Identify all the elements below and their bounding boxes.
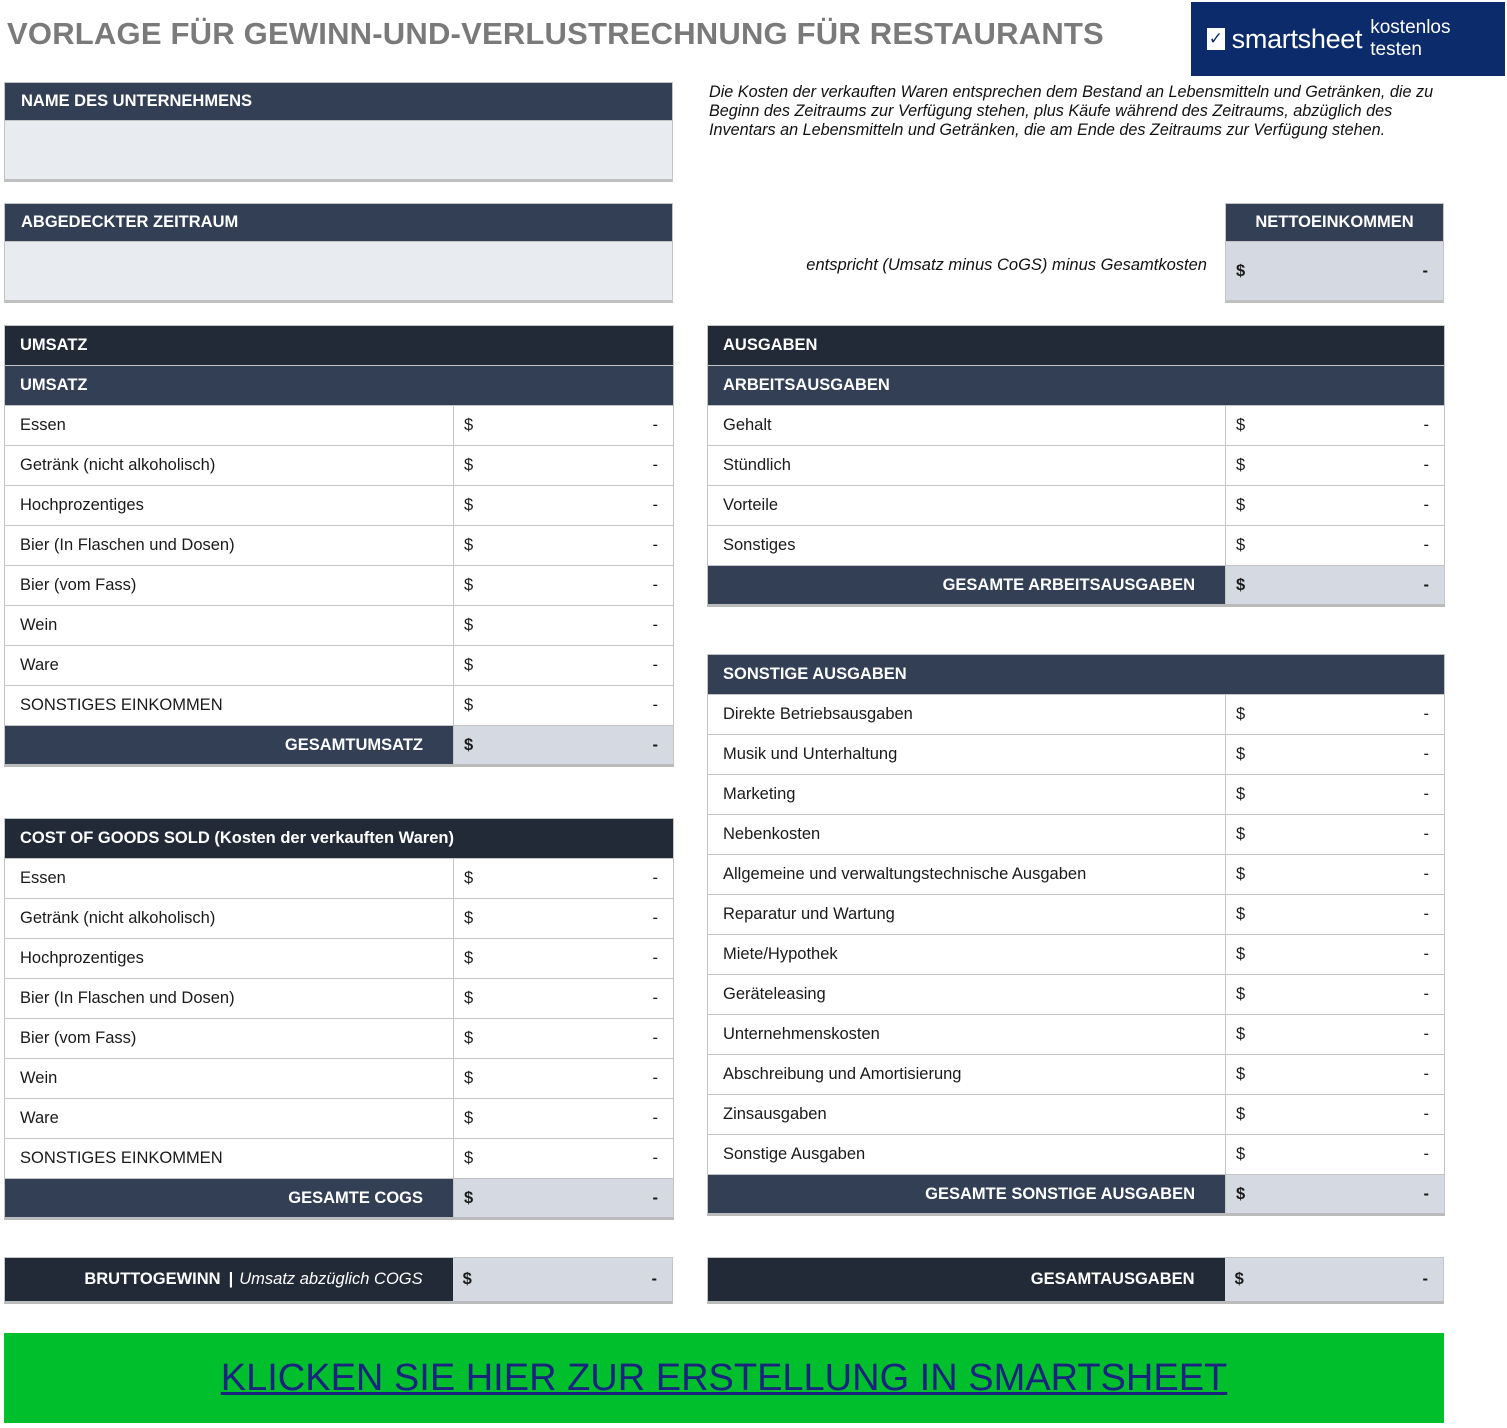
row-label: Wein xyxy=(5,606,454,646)
row-label: Bier (vom Fass) xyxy=(5,1019,454,1059)
amount-input[interactable] xyxy=(1226,486,1445,526)
row-label: Geräteleasing xyxy=(708,975,1226,1015)
row-label: Marketing xyxy=(708,775,1226,815)
currency-symbol: $ xyxy=(1236,1065,1246,1083)
currency-symbol: $ xyxy=(464,949,474,967)
amount-input[interactable] xyxy=(454,899,674,939)
amount: - xyxy=(1423,905,1430,923)
amount: - xyxy=(1423,825,1430,843)
net-income-label: NETTOEINKOMMEN xyxy=(1225,203,1444,242)
table-row xyxy=(5,606,674,646)
currency-symbol: $ xyxy=(1236,536,1246,554)
net-income-note: entspricht (Umsatz minus CoGS) minus Gesamtkosten xyxy=(806,256,1207,274)
amount: - xyxy=(1423,496,1429,514)
table-row xyxy=(708,815,1445,855)
amount: - xyxy=(1423,945,1430,963)
amount: - xyxy=(1422,1270,1428,1288)
currency-symbol: $ xyxy=(464,909,474,927)
row-label: SONSTIGES EINKOMMEN xyxy=(5,1139,454,1179)
other-total-label: GESAMTE SONSTIGE AUSGABEN xyxy=(708,1175,1226,1215)
currency-symbol: $ xyxy=(464,656,474,674)
grand-total-label: GESAMTAUSGABEN xyxy=(708,1258,1225,1301)
amount: - xyxy=(1423,985,1430,1003)
revenue-header: UMSATZ xyxy=(5,326,674,366)
currency-symbol: $ xyxy=(1236,261,1246,280)
amount: - xyxy=(1423,575,1429,594)
currency-symbol: $ xyxy=(1236,1145,1246,1163)
currency-symbol: $ xyxy=(464,1029,474,1047)
amount: - xyxy=(1423,1145,1430,1163)
currency-symbol: $ xyxy=(1236,496,1246,514)
amount-input[interactable] xyxy=(454,1139,674,1179)
table-row xyxy=(708,1095,1445,1135)
currency-symbol: $ xyxy=(464,696,474,714)
amount-input[interactable] xyxy=(1226,1095,1445,1135)
row-label: Ware xyxy=(5,1099,454,1139)
currency-symbol: $ xyxy=(464,536,474,554)
row-label: Direkte Betriebsausgaben xyxy=(708,695,1226,735)
currency-symbol: $ xyxy=(464,456,474,474)
amount-input[interactable] xyxy=(454,606,674,646)
cogs-table xyxy=(4,818,674,1220)
amount: - xyxy=(652,1029,659,1047)
amount-input[interactable] xyxy=(1226,815,1445,855)
table-row xyxy=(5,979,674,1019)
row-label: Sonstige Ausgaben xyxy=(708,1135,1226,1175)
amount: - xyxy=(1423,456,1429,474)
amount: - xyxy=(1423,1105,1430,1123)
currency-symbol: $ xyxy=(464,496,474,514)
amount-input[interactable] xyxy=(1226,895,1445,935)
expenses-header: AUSGABEN xyxy=(708,326,1445,366)
currency-symbol: $ xyxy=(1236,1105,1246,1123)
currency-symbol: $ xyxy=(464,1109,474,1127)
currency-symbol: $ xyxy=(1236,456,1246,474)
company-label: NAME DES UNTERNEHMENS xyxy=(4,82,673,121)
amount-input[interactable] xyxy=(454,979,674,1019)
row-label: Hochprozentiges xyxy=(5,939,454,979)
amount: - xyxy=(1422,261,1428,280)
currency-symbol: $ xyxy=(464,1188,474,1207)
labor-total-label: GESAMTE ARBEITSAUSGABEN xyxy=(708,566,1226,606)
amount: - xyxy=(1423,785,1430,803)
table-row xyxy=(708,406,1445,446)
amount: - xyxy=(652,735,659,754)
table-row xyxy=(708,1055,1445,1095)
other-header: SONSTIGE AUSGABEN xyxy=(708,655,1445,695)
amount-input[interactable] xyxy=(1226,735,1445,775)
amount: - xyxy=(652,576,659,594)
revenue-total-label: GESAMTUMSATZ xyxy=(5,726,454,766)
row-label: Allgemeine und verwaltungstechnische Ausgaben xyxy=(708,855,1226,895)
amount: - xyxy=(1423,865,1430,883)
currency-symbol: $ xyxy=(1236,705,1246,723)
row-label: Abschreibung und Amortisierung xyxy=(708,1055,1226,1095)
table-row xyxy=(5,486,674,526)
amount-input[interactable] xyxy=(1226,446,1445,486)
grand-total-row xyxy=(707,1257,1444,1304)
currency-symbol: $ xyxy=(462,1270,472,1288)
amount-input[interactable] xyxy=(1226,1135,1445,1175)
currency-symbol: $ xyxy=(1236,745,1246,763)
amount: - xyxy=(652,1069,659,1087)
labor-total-value xyxy=(1226,566,1445,606)
row-label: Getränk (nicht alkoholisch) xyxy=(5,446,454,486)
table-row xyxy=(5,1139,674,1179)
checkmark-icon: ✓ xyxy=(1208,29,1223,48)
revenue-subheader: UMSATZ xyxy=(5,366,674,406)
table-row xyxy=(708,526,1445,566)
amount-input[interactable] xyxy=(1226,406,1445,446)
amount-input[interactable] xyxy=(454,486,674,526)
amount: - xyxy=(652,696,659,714)
amount: - xyxy=(652,909,659,927)
table-row xyxy=(708,735,1445,775)
amount: - xyxy=(652,949,659,967)
amount: - xyxy=(1423,745,1430,763)
amount: - xyxy=(652,416,659,434)
row-label: Vorteile xyxy=(708,486,1226,526)
period-input[interactable] xyxy=(4,242,673,303)
gross-profit-row xyxy=(4,1257,673,1304)
row-label: Zinsausgaben xyxy=(708,1095,1226,1135)
row-label: Hochprozentiges xyxy=(5,486,454,526)
cogs-header: COST OF GOODS SOLD (Kosten der verkauften Waren) xyxy=(5,819,674,859)
amount: - xyxy=(1423,705,1430,723)
row-label: Reparatur und Wartung xyxy=(708,895,1226,935)
row-label: Essen xyxy=(5,859,454,899)
amount: - xyxy=(652,536,659,554)
amount-input[interactable] xyxy=(1226,935,1445,975)
period-label: ABGEDECKTER ZEITRAUM xyxy=(4,203,673,242)
amount-input[interactable] xyxy=(1226,975,1445,1015)
table-row xyxy=(708,975,1445,1015)
table-row xyxy=(708,1135,1445,1175)
amount-input[interactable] xyxy=(454,1019,674,1059)
period-block xyxy=(4,203,673,303)
other-total-value xyxy=(1226,1175,1445,1215)
row-label: Essen xyxy=(5,406,454,446)
revenue-total-value xyxy=(454,726,674,766)
table-row xyxy=(708,695,1445,735)
table-row xyxy=(708,855,1445,895)
row-label: Ware xyxy=(5,646,454,686)
row-label: Unternehmenskosten xyxy=(708,1015,1226,1055)
amount: - xyxy=(1423,1025,1430,1043)
amount: - xyxy=(652,989,659,1007)
currency-symbol: $ xyxy=(1236,416,1246,434)
currency-symbol: $ xyxy=(1236,985,1246,1003)
logo-cta: kostenlos testen xyxy=(1370,17,1451,60)
net-income-value xyxy=(1225,242,1444,303)
row-label: Nebenkosten xyxy=(708,815,1226,855)
row-label: SONSTIGES EINKOMMEN xyxy=(5,686,454,726)
row-label: Sonstiges xyxy=(708,526,1226,566)
smartsheet-logo-link[interactable] xyxy=(1191,2,1505,76)
amount: - xyxy=(652,1188,659,1207)
gross-profit-title: BRUTTOGEWINN xyxy=(84,1270,221,1288)
currency-symbol: $ xyxy=(464,989,474,1007)
gross-profit-note: Umsatz abzüglich COGS xyxy=(239,1270,423,1288)
separator: | xyxy=(228,1270,234,1288)
amount-input[interactable] xyxy=(454,566,674,606)
table-row xyxy=(5,1019,674,1059)
table-row xyxy=(5,526,674,566)
amount: - xyxy=(1423,536,1429,554)
amount-input[interactable] xyxy=(454,1059,674,1099)
cogs-note: Die Kosten der verkauften Waren entsprechen dem Bestand an Lebensmitteln und Getränken, die zu Beginn des Zeitraums zur Verfügung stehen, plus Käufe während des Zeitraums, abzüglich des Inventars an Lebensmitteln und Getränken, die am Ende des Zeitraums zur Verfügung stehen. xyxy=(709,83,1434,139)
currency-symbol: $ xyxy=(1236,575,1246,594)
amount: - xyxy=(1423,1065,1430,1083)
amount-input[interactable] xyxy=(454,1099,674,1139)
company-input[interactable] xyxy=(4,121,673,182)
amount: - xyxy=(651,1270,657,1288)
page-title: VORLAGE FÜR GEWINN-UND-VERLUSTRECHNUNG FÜR RESTAURANTS xyxy=(7,16,1104,51)
currency-symbol: $ xyxy=(1236,865,1246,883)
table-row xyxy=(708,446,1445,486)
currency-symbol: $ xyxy=(1236,1184,1246,1203)
table-row xyxy=(5,566,674,606)
currency-symbol: $ xyxy=(464,1149,474,1167)
row-label: Gehalt xyxy=(708,406,1226,446)
grand-total-value xyxy=(1225,1258,1443,1301)
amount: - xyxy=(652,456,659,474)
amount-input[interactable] xyxy=(454,859,674,899)
table-row xyxy=(708,935,1445,975)
logo-brand: smartsheet xyxy=(1231,23,1363,54)
amount-input[interactable] xyxy=(1226,526,1445,566)
table-row xyxy=(5,939,674,979)
amount-input[interactable] xyxy=(1226,855,1445,895)
cogs-total-value xyxy=(454,1179,674,1219)
currency-symbol: $ xyxy=(464,616,474,634)
amount: - xyxy=(652,496,659,514)
table-row xyxy=(5,446,674,486)
currency-symbol: $ xyxy=(1236,905,1246,923)
gross-profit-label xyxy=(5,1258,453,1301)
amount-input[interactable] xyxy=(454,526,674,566)
amount: - xyxy=(652,616,659,634)
create-in-smartsheet-banner[interactable] xyxy=(4,1333,1444,1423)
row-label: Musik und Unterhaltung xyxy=(708,735,1226,775)
amount-input[interactable] xyxy=(454,686,674,726)
table-row xyxy=(5,1099,674,1139)
amount-input[interactable] xyxy=(454,406,674,446)
row-label: Stündlich xyxy=(708,446,1226,486)
row-label: Miete/Hypothek xyxy=(708,935,1226,975)
currency-symbol: $ xyxy=(1236,945,1246,963)
amount: - xyxy=(652,869,659,887)
currency-symbol: $ xyxy=(464,869,474,887)
amount-input[interactable] xyxy=(1226,775,1445,815)
currency-symbol: $ xyxy=(464,735,474,754)
amount-input[interactable] xyxy=(1226,1015,1445,1055)
currency-symbol: $ xyxy=(464,416,474,434)
row-label: Bier (In Flaschen und Dosen) xyxy=(5,979,454,1019)
amount-input[interactable] xyxy=(1226,695,1445,735)
currency-symbol: $ xyxy=(1234,1270,1244,1288)
amount: - xyxy=(1423,416,1429,434)
amount: - xyxy=(1423,1184,1430,1203)
currency-symbol: $ xyxy=(1236,1025,1246,1043)
row-label: Wein xyxy=(5,1059,454,1099)
net-income-block xyxy=(1225,203,1444,303)
table-row xyxy=(708,895,1445,935)
revenue-table xyxy=(4,325,674,767)
create-in-smartsheet-link[interactable]: KLICKEN SIE HIER ZUR ERSTELLUNG IN SMARTSHEET xyxy=(220,1356,1228,1399)
labor-header: ARBEITSAUSGABEN xyxy=(708,366,1445,406)
amount: - xyxy=(652,1109,659,1127)
row-label: Bier (vom Fass) xyxy=(5,566,454,606)
currency-symbol: $ xyxy=(464,1069,474,1087)
amount-input[interactable] xyxy=(1226,1055,1445,1095)
row-label: Bier (In Flaschen und Dosen) xyxy=(5,526,454,566)
amount: - xyxy=(652,656,659,674)
labor-expenses-table xyxy=(707,325,1445,607)
amount: - xyxy=(652,1149,659,1167)
cogs-total-label: GESAMTE COGS xyxy=(5,1179,454,1219)
amount-input[interactable] xyxy=(454,646,674,686)
amount-input[interactable] xyxy=(454,446,674,486)
table-row xyxy=(5,859,674,899)
table-row xyxy=(708,775,1445,815)
table-row xyxy=(5,686,674,726)
row-label: Getränk (nicht alkoholisch) xyxy=(5,899,454,939)
table-row xyxy=(5,1059,674,1099)
other-expenses-table xyxy=(707,654,1445,1216)
table-row xyxy=(708,1015,1445,1055)
gross-profit-value xyxy=(453,1258,672,1301)
currency-symbol: $ xyxy=(1236,825,1246,843)
table-row xyxy=(708,486,1445,526)
table-row xyxy=(5,406,674,446)
currency-symbol: $ xyxy=(1236,785,1246,803)
table-row xyxy=(5,646,674,686)
amount-input[interactable] xyxy=(454,939,674,979)
currency-symbol: $ xyxy=(464,576,474,594)
table-row xyxy=(5,899,674,939)
company-block xyxy=(4,82,673,182)
